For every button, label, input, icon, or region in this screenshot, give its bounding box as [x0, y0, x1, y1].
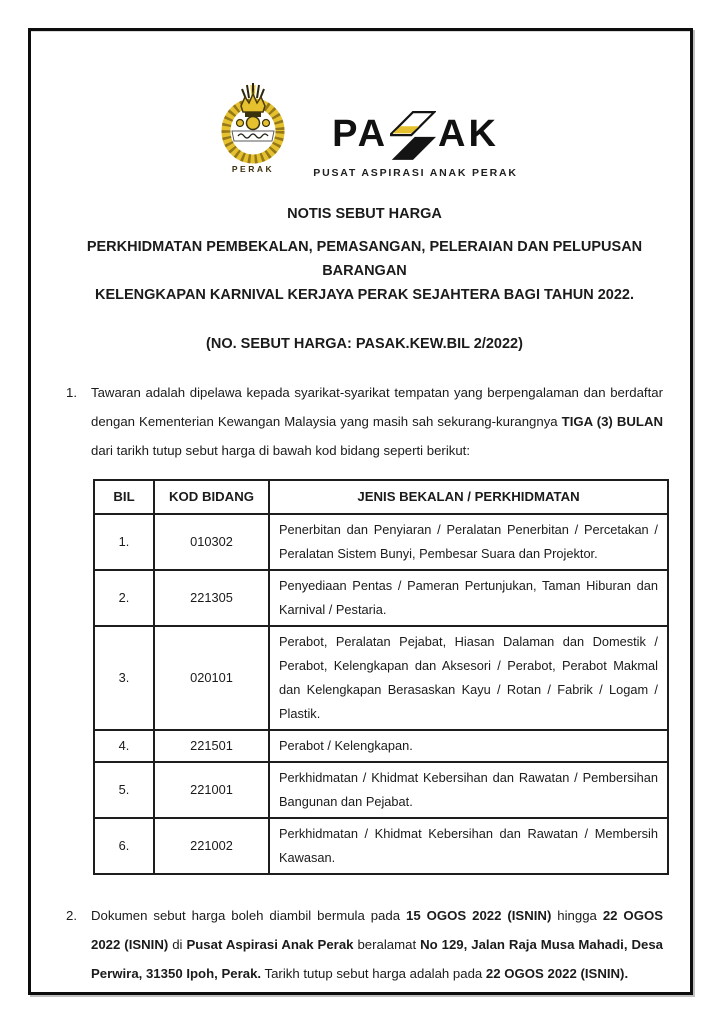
table-cell-kod: 221002 [154, 818, 269, 874]
tagline: PUSAT ASPIRASI ANAK PERAK [313, 167, 518, 179]
col-header-kod-bidang: KOD BIDANG [154, 480, 269, 514]
pasak-wordmark [313, 108, 517, 179]
kod-bidang-table-body [94, 514, 668, 874]
table-cell-jenis: Perabot, Peralatan Pejabat, Hiasan Dalaman dan Domestik / Perabot, Kelengkapan dan Aksesori / Perabot, Perabot Makmal dan Kelengkapan Berasaskan Kayu / Rotan / Fabrik / Logam / Plastik. [269, 626, 668, 730]
table-cell-kod: 020101 [154, 626, 269, 730]
page-border-frame [28, 28, 693, 995]
perak-crest-icon [211, 81, 295, 175]
table-row [94, 570, 668, 626]
table-cell-bil: 2. [94, 570, 154, 626]
table-row [94, 626, 668, 730]
table-row [94, 730, 668, 762]
table-cell-kod: 010302 [154, 514, 269, 570]
paragraph-1 [66, 378, 663, 465]
table-cell-kod: 221305 [154, 570, 269, 626]
kod-bidang-table [93, 479, 669, 875]
pasak-s-icon [390, 110, 436, 162]
document-content [31, 81, 690, 988]
subject-heading [66, 235, 663, 307]
table-cell-jenis: Perkhidmatan / Khidmat Kebersihan dan Rawatan / Membersih Kawasan. [269, 818, 668, 874]
wordmark-text-pa: PA [332, 113, 389, 155]
table-cell-kod: 221001 [154, 762, 269, 818]
document-title: NOTIS SEBUT HARGA [287, 206, 442, 222]
paragraph-1-number: 1. [66, 385, 77, 400]
paragraph-2-text: Dokumen sebut harga boleh diambil bermula pada 15 OGOS 2022 (ISNIN) hingga 22 OGOS 2022 (ISNIN) di Pusat Aspirasi Anak Perak beralamat No 129, Jalan Raja Musa Mahadi, Desa Perwira, 31350 Ipoh, Perak. Tarikh tutup sebut harga adalah pada 22 OGOS 2022 (ISNIN). [91, 908, 663, 981]
table-cell-bil: 3. [94, 626, 154, 730]
paragraph-2-number: 2. [66, 908, 77, 923]
subject-line-2: KELENGKAPAN KARNIVAL KERJAYA PERAK SEJAHTERA BAGI TAHUN 2022. [94, 287, 634, 303]
table-row [94, 762, 668, 818]
table-cell-kod: 221501 [154, 730, 269, 762]
table-row [94, 514, 668, 570]
table-cell-bil: 4. [94, 730, 154, 762]
subject-line-1: PERKHIDMATAN PEMBEKALAN, PEMASANGAN, PELERAIAN DAN PELUPUSAN BARANGAN [86, 239, 643, 279]
col-header-jenis: JENIS BEKALAN / PERKHIDMATAN [269, 480, 668, 514]
crest-label: PERAK [232, 164, 275, 174]
table-cell-jenis: Penyediaan Pentas / Pameran Pertunjukan, Taman Hiburan dan Karnival / Pestaria. [269, 570, 668, 626]
table-cell-bil: 6. [94, 818, 154, 874]
table-cell-jenis: Penerbitan dan Penyiaran / Peralatan Penerbitan / Percetakan / Peralatan Sistem Bunyi, Pembesar Suara dan Projektor. [269, 514, 668, 570]
table-cell-bil: 1. [94, 514, 154, 570]
table-header-row [94, 480, 668, 514]
header-logo [66, 81, 663, 179]
paragraph-1-text: Tawaran adalah dipelawa kepada syarikat-syarikat tempatan yang berpengalaman dan berdaftar dengan Kementerian Kewangan Malaysia yang masih sah sekurang-kurangnya TIGA (3) BULAN dari tarikh tutup sebut harga di bawah kod bidang seperti berikut: [91, 385, 663, 458]
table-cell-jenis: Perkhidmatan / Khidmat Kebersihan dan Rawatan / Pembersihan Bangunan dan Pejabat. [269, 762, 668, 818]
col-header-bil: BIL [94, 480, 154, 514]
quotation-ref-no: (NO. SEBUT HARGA: PASAK.KEW.BIL 2/2022) [206, 336, 523, 352]
wordmark-text-ak: AK [438, 113, 499, 155]
table-cell-jenis: Perabot / Kelengkapan. [269, 730, 668, 762]
table-cell-bil: 5. [94, 762, 154, 818]
paragraph-2 [66, 901, 663, 988]
table-row [94, 818, 668, 874]
